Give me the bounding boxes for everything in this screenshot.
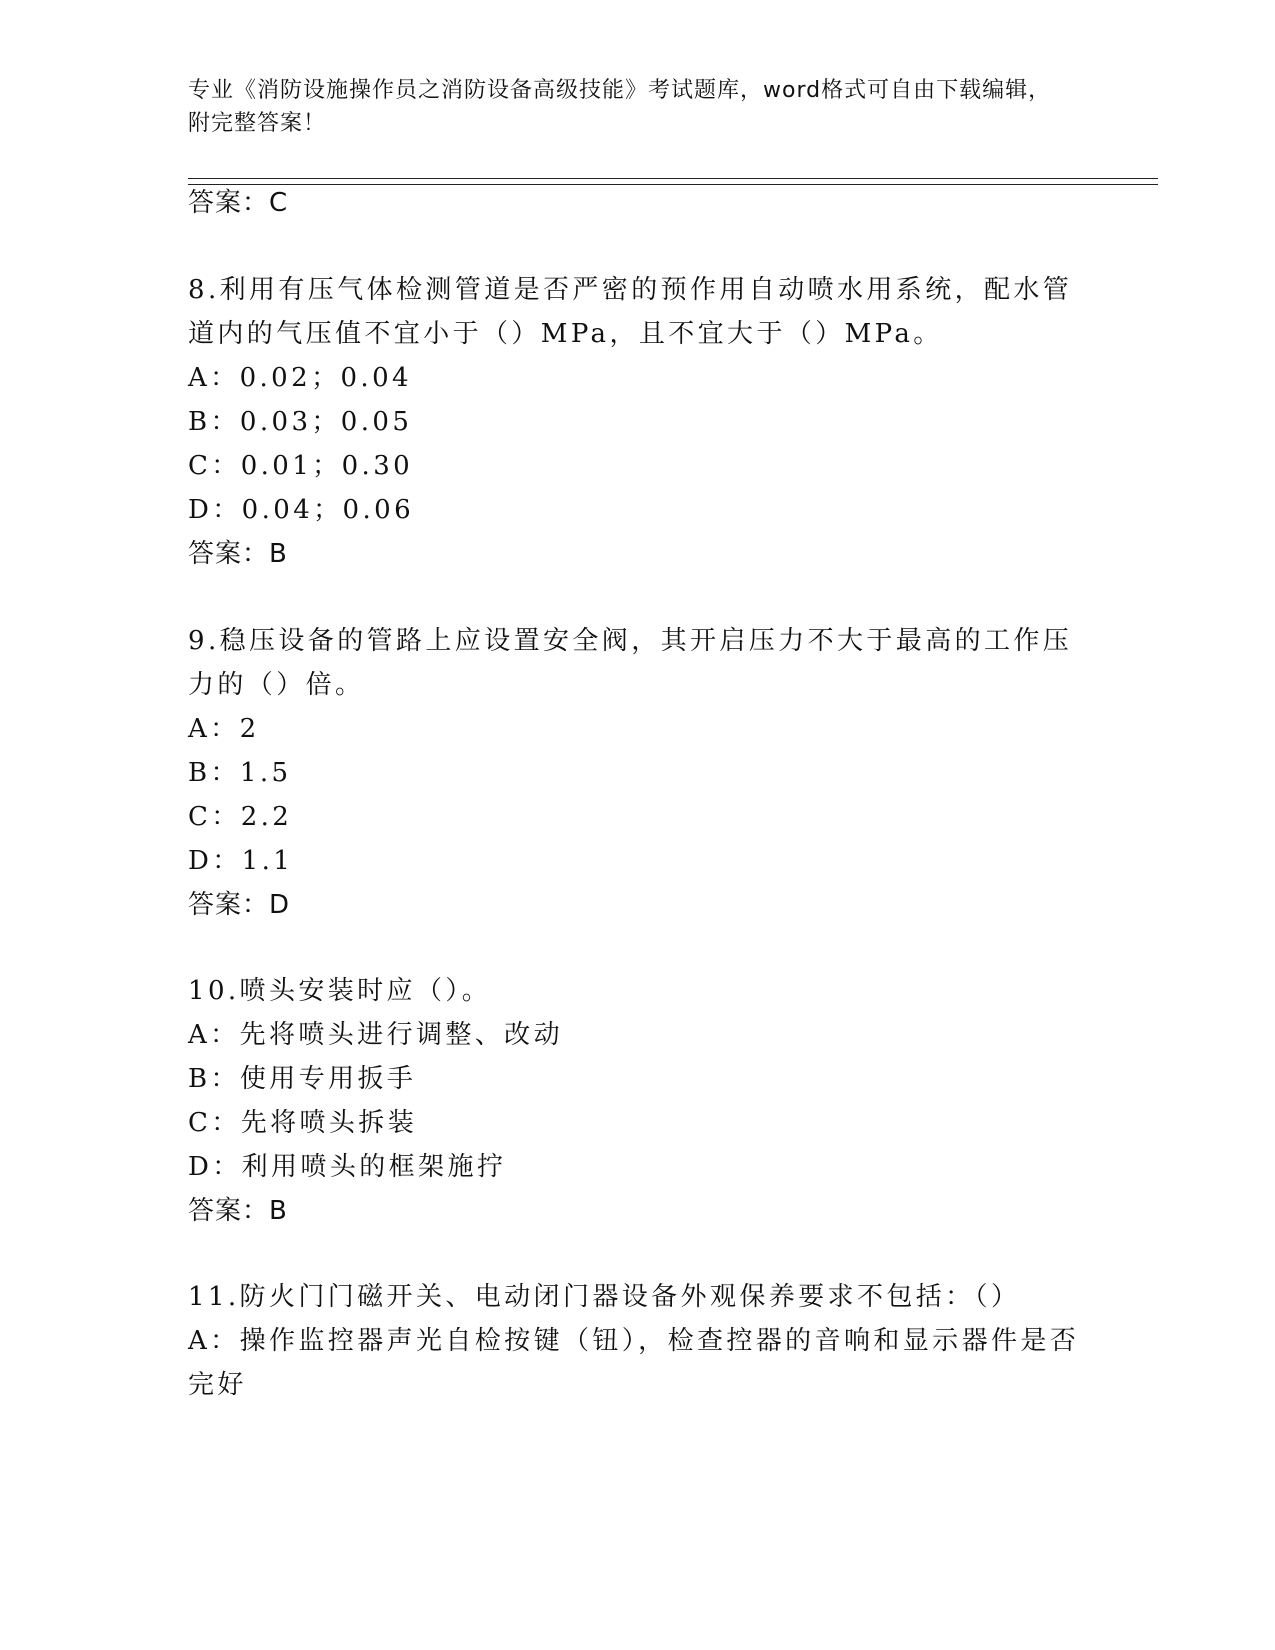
question-10-option-d: D：利用喷头的框架施拧	[188, 1152, 507, 1182]
question-9-text-line1: 9.稳压设备的管路上应设置安全阀，其开启压力不大于最高的工作压	[188, 626, 1073, 656]
answer-previous: 答案：C	[188, 188, 289, 218]
question-11-text: 11.防火门门磁开关、电动闭门器设备外观保养要求不包括：（）	[188, 1282, 1021, 1312]
question-10-text: 10.喷头安装时应（）。	[188, 976, 492, 1006]
question-8-option-d: D：0.04；0.06	[188, 495, 415, 525]
question-8-answer: 答案：B	[188, 539, 288, 569]
question-9-option-c: C：2.2	[188, 802, 293, 832]
question-8-option-a: A：0.02；0.04	[188, 363, 412, 393]
page-header: 专业《消防设施操作员之消防设备高级技能》考试题库，word格式可自由下载编辑，附完整答案！	[188, 78, 1052, 136]
header-divider-bottom	[188, 184, 1158, 185]
question-10-option-a: A：先将喷头进行调整、改动	[188, 1020, 563, 1050]
question-9-answer: 答案：D	[188, 890, 291, 920]
question-8-option-b: B：0.03；0.05	[188, 407, 413, 437]
question-9-option-a: A：2	[188, 714, 260, 744]
question-8-text-line2: 道内的气压值不宜小于（）MPa，且不宜大于（）MPa。	[188, 319, 943, 349]
header-divider-top	[188, 178, 1158, 179]
question-9-option-b: B：1.5	[188, 758, 292, 788]
question-10-option-b: B：使用专用扳手	[188, 1064, 417, 1094]
question-9-option-d: D：1.1	[188, 846, 294, 876]
question-8-text-line1: 8.利用有压气体检测管道是否严密的预作用自动喷水用系统，配水管	[188, 275, 1073, 305]
question-8-option-c: C：0.01；0.30	[188, 451, 414, 481]
question-9-text-line2: 力的（）倍。	[188, 670, 365, 700]
question-11-option-a: A：操作监控器声光自检按键（钮），检查控器的音响和显示器件是否	[188, 1326, 1080, 1356]
question-10-option-c: C：先将喷头拆装	[188, 1108, 418, 1138]
question-10-answer: 答案：B	[188, 1196, 288, 1226]
question-11-option-a-continued: 完好	[188, 1370, 247, 1400]
